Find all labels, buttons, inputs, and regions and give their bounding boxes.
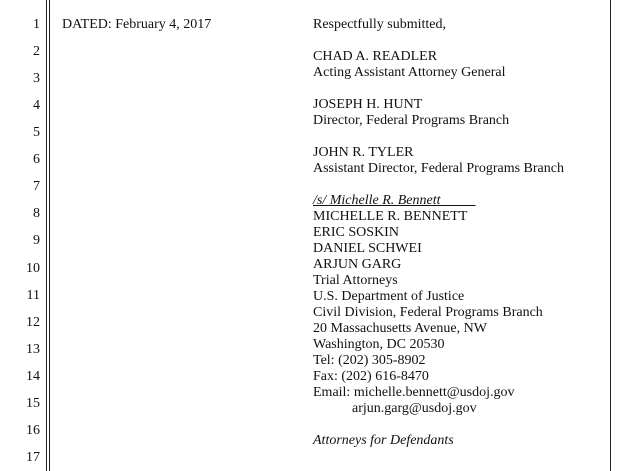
line-number: 3 [33, 71, 40, 86]
telephone-number: Tel: (202) 305-8902 [313, 353, 426, 368]
attorney-name: DANIEL SCHWEI [313, 241, 422, 256]
email-address-primary: Email: michelle.bennett@usdoj.gov [313, 385, 515, 400]
signatory-name: JOSEPH H. HUNT [313, 97, 423, 112]
line-number: 7 [33, 179, 40, 194]
dated-line: DATED: February 4, 2017 [62, 17, 212, 32]
attorney-name: ARJUN GARG [313, 257, 402, 272]
fax-number: Fax: (202) 616-8470 [313, 369, 429, 384]
line-number: 4 [33, 98, 40, 113]
electronic-signature [313, 193, 476, 209]
city-address: Washington, DC 20530 [313, 337, 445, 352]
line-number: 1 [33, 17, 40, 32]
left-margin-rule [46, 0, 47, 471]
line-number: 10 [26, 261, 40, 276]
line-number: 11 [26, 288, 40, 303]
line-number: 14 [26, 369, 40, 384]
attorney-name: MICHELLE R. BENNETT [313, 209, 468, 224]
signatory-title: Director, Federal Programs Branch [313, 113, 510, 128]
signatory-name: JOHN R. TYLER [313, 145, 414, 160]
signatory-title: Assistant Director, Federal Programs Branch [313, 161, 564, 176]
line-number: 12 [26, 315, 40, 330]
closing-line: Respectfully submitted, [313, 17, 446, 32]
line-number: 16 [26, 423, 40, 438]
signature-blank-line [441, 193, 476, 208]
email-address-secondary: arjun.garg@usdoj.gov [352, 401, 477, 416]
attorney-role: Trial Attorneys [313, 273, 398, 288]
street-address: 20 Massachusetts Avenue, NW [313, 321, 487, 336]
left-margin-rule-inner [49, 0, 50, 471]
line-number: 15 [26, 396, 40, 411]
signatory-title: Acting Assistant Attorney General [313, 65, 506, 80]
line-number: 8 [33, 206, 40, 221]
division-name: Civil Division, Federal Programs Branch [313, 305, 543, 320]
department-name: U.S. Department of Justice [313, 289, 465, 304]
signatory-name: CHAD A. READLER [313, 49, 438, 64]
line-number: 5 [33, 125, 40, 140]
right-margin-rule [610, 0, 611, 471]
attorney-name: ERIC SOSKIN [313, 225, 399, 240]
line-number: 2 [33, 44, 40, 59]
line-number-column [0, 0, 40, 471]
line-number: 13 [26, 342, 40, 357]
line-number: 6 [33, 152, 40, 167]
signature-text: /s/ Michelle R. Bennett [313, 193, 441, 208]
line-number: 17 [26, 450, 40, 465]
attorneys-for-line: Attorneys for Defendants [313, 433, 454, 448]
line-number: 9 [33, 233, 40, 248]
